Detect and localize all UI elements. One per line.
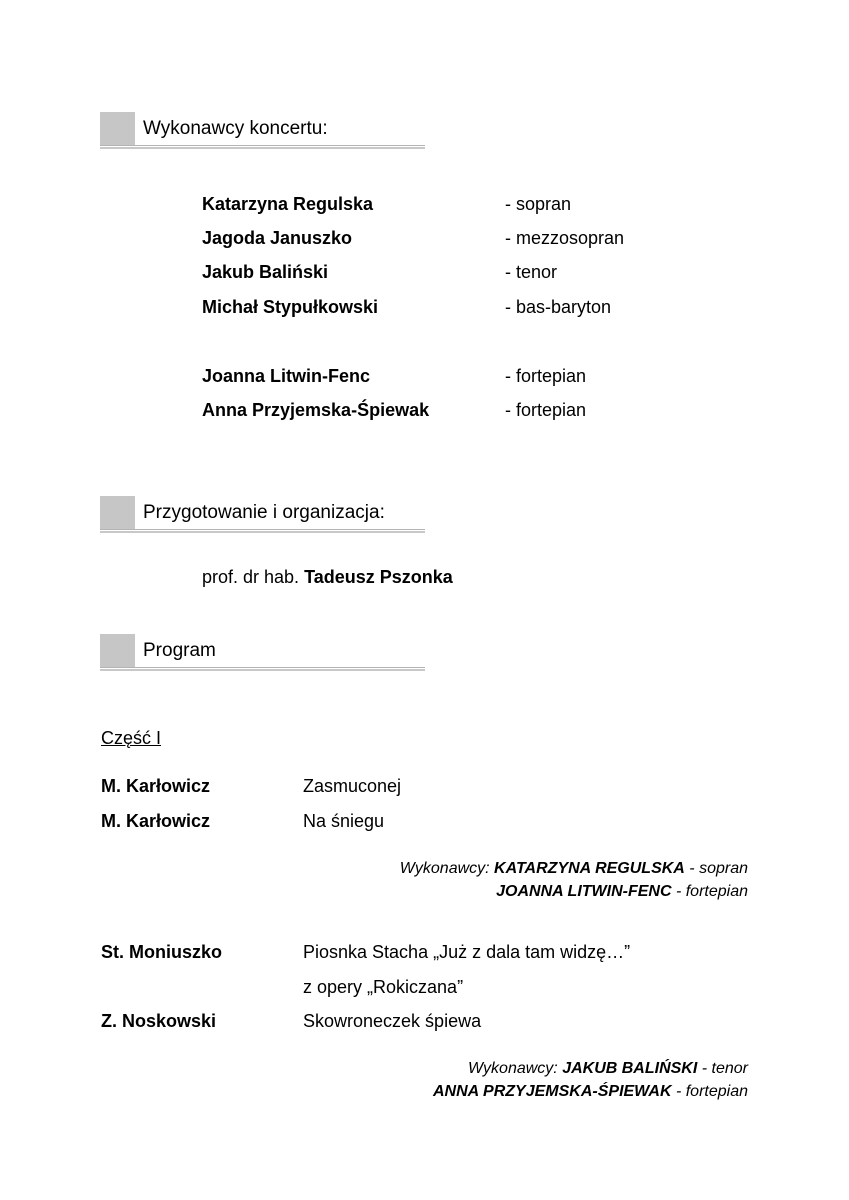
credit-label: Wykonawcy: [467,1060,563,1077]
heading-rule [100,529,425,530]
section-heading-organization [100,496,425,532]
performer-role: - bas-baryton [505,297,612,317]
credit-line [400,880,748,903]
performers-credit [433,1057,748,1103]
section-heading-performers [100,112,425,148]
heading-rule [100,667,425,668]
program-part-label: Część I [101,728,162,748]
credit-role: - tenor [697,1060,748,1077]
organizer-name: Tadeusz Pszonka [304,567,453,587]
piece-title-continued: z opery „Rokiczana” [303,977,464,997]
credit-label: Wykonawcy: [399,860,495,877]
section-heading-program [100,634,425,670]
heading-marker-box [100,112,135,145]
performer-role: - mezzosopran [505,228,625,248]
piece-title: Zasmuconej [303,776,402,796]
performer-role: - sopran [505,194,572,214]
composer-name: Z. Noskowski [101,1011,217,1031]
credit-performer: KATARZYNA REGULSKA [494,860,685,877]
credit-performer: JOANNA LITWIN-FENC [496,883,672,900]
heading-rule [100,145,425,146]
performers-credit [400,857,748,903]
performer-name: Anna Przyjemska-Śpiewak [202,400,430,420]
heading-marker-box [100,634,135,667]
section-title: Przygotowanie i organizacja: [143,502,385,523]
performer-name: Katarzyna Regulska [202,194,374,214]
section-title: Program [143,640,216,661]
heading-marker-box [100,496,135,529]
performer-name: Joanna Litwin-Fenc [202,366,371,386]
performer-name: Michał Stypułkowski [202,297,379,317]
heading-rule [100,147,425,149]
performer-role: - fortepian [505,366,587,386]
performer-name: Jagoda Januszko [202,228,353,248]
credit-line [400,857,748,880]
composer-name: M. Karłowicz [101,811,211,831]
credit-performer: JAKUB BALIŃSKI [562,1060,698,1077]
heading-rule [100,531,425,533]
organizer-title: prof. dr hab. [202,567,305,587]
piece-title: Skowroneczek śpiewa [303,1011,482,1031]
piece-title: Na śniegu [303,811,385,831]
credit-role: - sopran [684,860,748,877]
performer-role: - tenor [505,262,558,282]
performer-name: Jakub Baliński [202,262,329,282]
heading-rule [100,669,425,671]
credit-role: - fortepian [671,1083,748,1100]
credit-role: - fortepian [671,883,748,900]
composer-name: St. Moniuszko [101,942,222,962]
section-title: Wykonawcy koncertu: [143,118,328,139]
performer-role: - fortepian [505,400,587,420]
organizer-line [202,566,453,588]
piece-title: Piosnka Stacha „Już z dala tam widzę…” [303,942,631,962]
credit-line [433,1080,748,1103]
credit-performer: ANNA PRZYJEMSKA-ŚPIEWAK [432,1083,672,1100]
credit-line [433,1057,748,1080]
composer-name: M. Karłowicz [101,776,211,796]
